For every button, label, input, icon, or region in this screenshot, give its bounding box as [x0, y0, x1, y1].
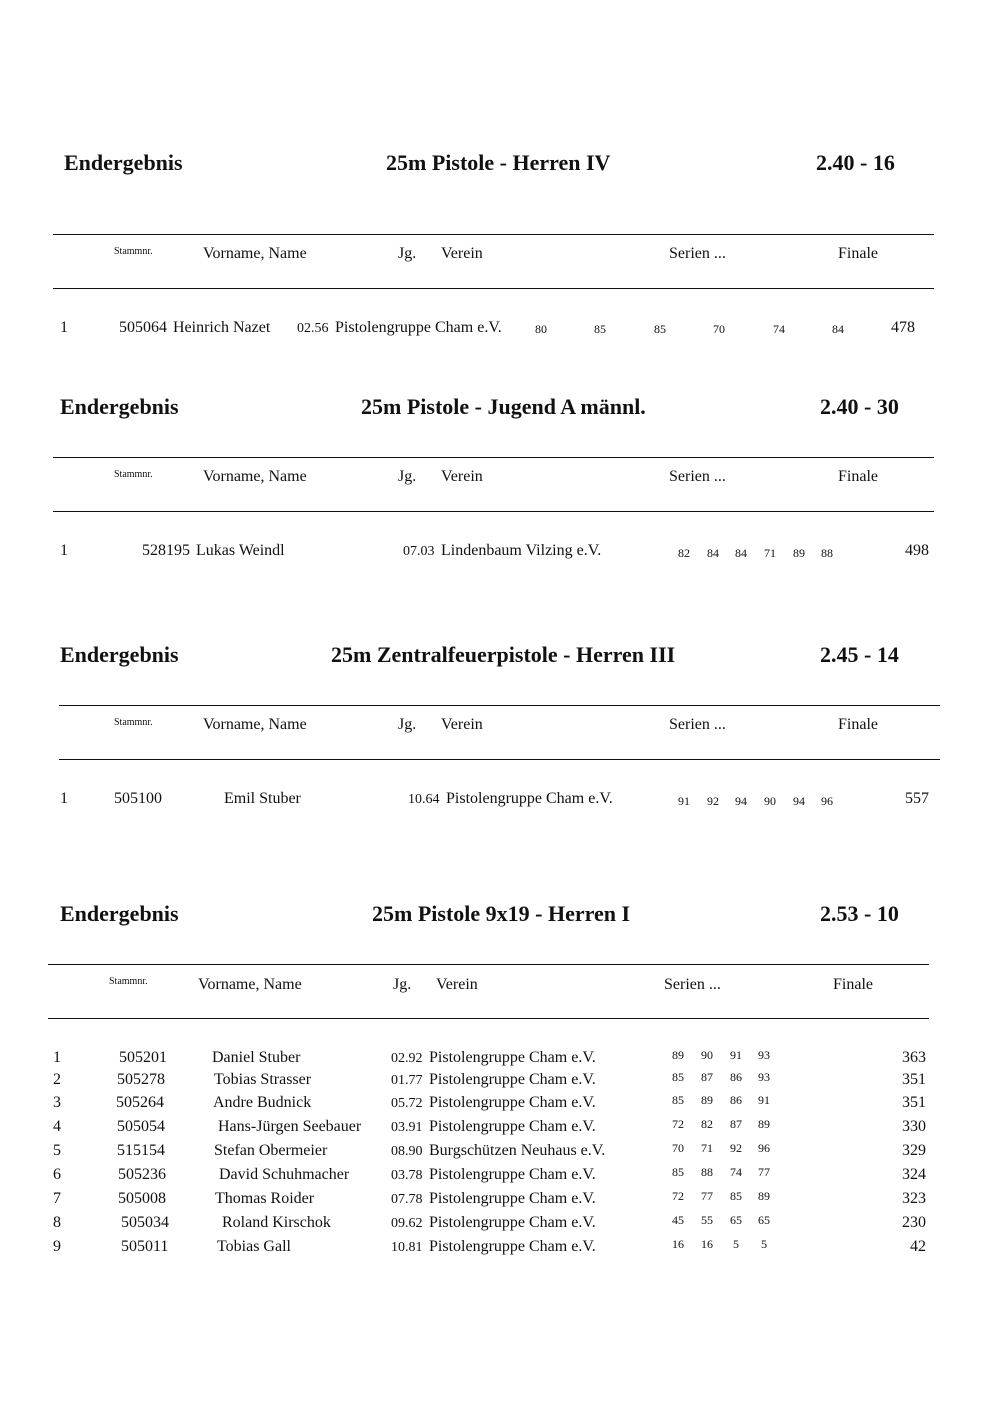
series-score: 71	[701, 1141, 713, 1155]
verein: Pistolengruppe Cham e.V.	[429, 1214, 596, 1231]
rank: 2	[53, 1071, 61, 1088]
series-score: 88	[821, 546, 833, 560]
series-score: 5	[733, 1237, 739, 1251]
col-header-verein: Verein	[441, 468, 483, 485]
col-header-serien: Serien ...	[669, 716, 726, 733]
section-label: Endergebnis	[64, 150, 183, 175]
series-score: 82	[701, 1117, 713, 1131]
series-score: 85	[654, 322, 666, 336]
rank: 4	[53, 1118, 61, 1135]
series-score: 74	[773, 322, 785, 336]
series-score: 89	[793, 546, 805, 560]
col-header-name: Vorname, Name	[203, 716, 307, 733]
col-header-finale: Finale	[833, 976, 873, 993]
stammnr: 505100	[114, 790, 162, 807]
jg: 01.77	[391, 1073, 423, 1088]
total-score: 478	[891, 319, 915, 336]
name: Thomas Roider	[215, 1190, 315, 1207]
series-score: 72	[672, 1117, 684, 1131]
verein: Pistolengruppe Cham e.V.	[335, 319, 502, 336]
name: Tobias Gall	[217, 1238, 291, 1255]
verein: Pistolengruppe Cham e.V.	[429, 1071, 596, 1088]
series-score: 88	[701, 1165, 713, 1179]
series-score: 82	[678, 546, 690, 560]
series-score: 93	[758, 1048, 770, 1062]
col-header-stammnr: Stammnr.	[114, 469, 153, 480]
rank: 5	[53, 1142, 61, 1159]
discipline-title: 25m Zentralfeuerpistole - Herren III	[331, 642, 676, 667]
name: Stefan Obermeier	[214, 1142, 328, 1159]
series-score: 16	[701, 1237, 713, 1251]
rank: 1	[60, 319, 68, 336]
name: Hans-Jürgen Seebauer	[218, 1118, 362, 1135]
col-header-finale: Finale	[838, 716, 878, 733]
series-score: 5	[761, 1237, 767, 1251]
jg: 08.90	[391, 1144, 423, 1159]
rank: 3	[53, 1094, 61, 1111]
discipline-title: 25m Pistole 9x19 - Herren I	[372, 901, 631, 926]
series-score: 85	[730, 1189, 742, 1203]
series-score: 85	[672, 1070, 684, 1084]
series-score: 96	[821, 794, 833, 808]
discipline-title: 25m Pistole - Jugend A männl.	[361, 394, 646, 419]
total-score: 351	[902, 1071, 926, 1088]
col-header-serien: Serien ...	[669, 468, 726, 485]
total-score: 230	[902, 1214, 926, 1231]
col-header-stammnr: Stammnr.	[109, 976, 148, 987]
jg: 03.91	[391, 1120, 423, 1135]
col-header-serien: Serien ...	[664, 976, 721, 993]
header-rule-top	[59, 705, 940, 706]
stammnr: 505236	[118, 1166, 166, 1183]
series-score: 92	[707, 794, 719, 808]
col-header-name: Vorname, Name	[203, 245, 307, 262]
col-header-name: Vorname, Name	[198, 976, 302, 993]
col-header-jg: Jg.	[398, 716, 417, 733]
rank: 1	[53, 1049, 61, 1066]
series-score: 89	[758, 1189, 770, 1203]
verein: Pistolengruppe Cham e.V.	[429, 1049, 596, 1066]
series-score: 84	[832, 322, 844, 336]
jg: 07.78	[391, 1192, 423, 1207]
jg: 10.81	[391, 1240, 423, 1255]
col-header-jg: Jg.	[398, 468, 417, 485]
name: Andre Budnick	[213, 1094, 312, 1111]
series-score: 86	[730, 1070, 742, 1084]
total-score: 498	[905, 542, 929, 559]
jg: 03.78	[391, 1168, 423, 1183]
discipline-code: 2.40 - 16	[816, 150, 895, 175]
jg: 09.62	[391, 1216, 423, 1231]
series-score: 89	[701, 1093, 713, 1107]
jg: 02.92	[391, 1051, 423, 1066]
series-score: 77	[758, 1165, 770, 1179]
header-rule-bottom	[53, 288, 934, 289]
rank: 9	[53, 1238, 61, 1255]
series-score: 94	[793, 794, 805, 808]
name: Lukas Weindl	[196, 542, 285, 559]
total-score: 363	[902, 1049, 926, 1066]
section-label: Endergebnis	[60, 901, 179, 926]
total-score: 351	[902, 1094, 926, 1111]
header-rule-bottom	[48, 1018, 929, 1019]
jg: 05.72	[391, 1096, 423, 1111]
name: Daniel Stuber	[212, 1049, 301, 1066]
series-score: 87	[730, 1117, 742, 1131]
header-rule-bottom	[53, 511, 934, 512]
stammnr: 505264	[116, 1094, 164, 1111]
col-header-stammnr: Stammnr.	[114, 717, 153, 728]
series-score: 87	[701, 1070, 713, 1084]
series-score: 55	[701, 1213, 713, 1227]
rank: 7	[53, 1190, 61, 1207]
verein: Pistolengruppe Cham e.V.	[446, 790, 613, 807]
series-score: 80	[535, 322, 547, 336]
name: Heinrich Nazet	[173, 319, 271, 336]
series-score: 85	[594, 322, 606, 336]
rank: 1	[60, 542, 68, 559]
section-label: Endergebnis	[60, 642, 179, 667]
discipline-title: 25m Pistole - Herren IV	[386, 150, 611, 175]
stammnr: 515154	[117, 1142, 165, 1159]
stammnr: 505278	[117, 1071, 165, 1088]
col-header-finale: Finale	[838, 468, 878, 485]
series-score: 93	[758, 1070, 770, 1084]
series-score: 77	[701, 1189, 713, 1203]
verein: Pistolengruppe Cham e.V.	[429, 1238, 596, 1255]
col-header-verein: Verein	[441, 716, 483, 733]
discipline-code: 2.40 - 30	[820, 394, 899, 419]
verein: Burgschützen Neuhaus e.V.	[429, 1142, 606, 1159]
series-score: 91	[730, 1048, 742, 1062]
header-rule-top	[48, 964, 929, 965]
stammnr: 505034	[121, 1214, 169, 1231]
series-score: 84	[707, 546, 719, 560]
col-header-verein: Verein	[436, 976, 478, 993]
series-score: 92	[730, 1141, 742, 1155]
series-score: 45	[672, 1213, 684, 1227]
series-score: 85	[672, 1165, 684, 1179]
series-score: 91	[678, 794, 690, 808]
series-score: 70	[672, 1141, 684, 1155]
series-score: 70	[713, 322, 725, 336]
series-score: 94	[735, 794, 747, 808]
col-header-jg: Jg.	[398, 245, 417, 262]
verein: Pistolengruppe Cham e.V.	[429, 1190, 596, 1207]
rank: 1	[60, 790, 68, 807]
jg: 07.03	[403, 544, 435, 559]
stammnr: 528195	[142, 542, 190, 559]
rank: 8	[53, 1214, 61, 1231]
rank: 6	[53, 1166, 61, 1183]
series-score: 84	[735, 546, 747, 560]
series-score: 89	[758, 1117, 770, 1131]
series-score: 65	[730, 1213, 742, 1227]
series-score: 89	[672, 1048, 684, 1062]
name: Tobias Strasser	[214, 1071, 312, 1088]
stammnr: 505011	[121, 1238, 169, 1255]
verein: Pistolengruppe Cham e.V.	[429, 1118, 596, 1135]
jg: 02.56	[297, 321, 329, 336]
verein: Pistolengruppe Cham e.V.	[429, 1094, 596, 1111]
header-rule-bottom	[59, 759, 940, 760]
col-header-name: Vorname, Name	[203, 468, 307, 485]
name: Roland Kirschok	[222, 1214, 331, 1231]
series-score: 85	[672, 1093, 684, 1107]
col-header-stammnr: Stammnr.	[114, 246, 153, 257]
stammnr: 505008	[118, 1190, 166, 1207]
col-header-verein: Verein	[441, 245, 483, 262]
stammnr: 505064	[119, 319, 167, 336]
name: David Schuhmacher	[219, 1166, 350, 1183]
header-rule-top	[53, 234, 934, 235]
series-score: 90	[701, 1048, 713, 1062]
total-score: 323	[902, 1190, 926, 1207]
series-score: 65	[758, 1213, 770, 1227]
col-header-jg: Jg.	[393, 976, 412, 993]
section-label: Endergebnis	[60, 394, 179, 419]
total-score: 329	[902, 1142, 926, 1159]
discipline-code: 2.53 - 10	[820, 901, 899, 926]
series-score: 91	[758, 1093, 770, 1107]
series-score: 74	[730, 1165, 742, 1179]
col-header-finale: Finale	[838, 245, 878, 262]
series-score: 86	[730, 1093, 742, 1107]
header-rule-top	[53, 457, 934, 458]
total-score: 324	[902, 1166, 926, 1183]
total-score: 330	[902, 1118, 926, 1135]
series-score: 16	[672, 1237, 684, 1251]
name: Emil Stuber	[224, 790, 301, 807]
verein: Lindenbaum Vilzing e.V.	[441, 542, 602, 559]
series-score: 90	[764, 794, 776, 808]
stammnr: 505201	[119, 1049, 167, 1066]
total-score: 557	[905, 790, 929, 807]
total-score: 42	[910, 1238, 926, 1255]
series-score: 71	[764, 546, 776, 560]
col-header-serien: Serien ...	[669, 245, 726, 262]
series-score: 96	[758, 1141, 770, 1155]
series-score: 72	[672, 1189, 684, 1203]
discipline-code: 2.45 - 14	[820, 642, 899, 667]
stammnr: 505054	[117, 1118, 165, 1135]
jg: 10.64	[408, 792, 440, 807]
verein: Pistolengruppe Cham e.V.	[429, 1166, 596, 1183]
